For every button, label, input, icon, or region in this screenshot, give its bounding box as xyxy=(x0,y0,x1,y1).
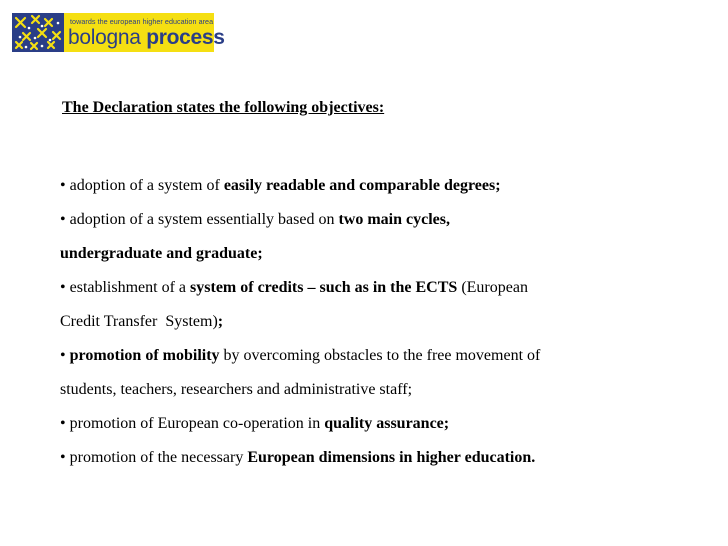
objective-item xyxy=(60,441,680,475)
objective-emphasis: European dimensions in higher education. xyxy=(247,449,536,466)
objective-item xyxy=(60,339,680,407)
logo-name-part1: bologna xyxy=(68,26,147,49)
objective-item xyxy=(60,203,680,271)
objective-text: adoption of a system of xyxy=(69,177,224,194)
objectives-list xyxy=(60,169,680,475)
objective-emphasis: easily readable and comparable degrees; xyxy=(223,177,501,194)
objective-text: promotion of European co-operation in xyxy=(69,415,325,432)
logo-name xyxy=(68,26,225,50)
objective-text: establishment of a xyxy=(69,279,191,296)
bullet: • xyxy=(60,449,70,466)
logo-name-part2: process xyxy=(146,26,225,49)
objective-text: (European xyxy=(457,279,528,296)
objective-emphasis: ; xyxy=(217,313,224,330)
objective-emphasis: system of credits – such as in the ECTS xyxy=(190,279,458,296)
objective-item xyxy=(60,271,680,339)
logo-tagline: towards the european higher education area xyxy=(70,17,214,26)
objective-text: by overcoming obstacles to the free movement of xyxy=(219,347,541,364)
bullet: • xyxy=(60,415,70,432)
bullet: • xyxy=(60,347,70,364)
objective-item xyxy=(60,407,680,441)
objective-text: promotion of the necessary xyxy=(69,449,248,466)
objective-emphasis: quality assurance; xyxy=(324,415,450,432)
objective-emphasis: two main cycles, xyxy=(338,211,450,228)
objective-item xyxy=(60,169,680,203)
bologna-logo-mark-icon xyxy=(12,13,64,52)
objective-emphasis: promotion of mobility xyxy=(69,347,220,364)
objective-text: adoption of a system essentially based on xyxy=(69,211,339,228)
bologna-process-logo xyxy=(12,13,225,52)
bullet: • xyxy=(60,211,70,228)
objective-emphasis: undergraduate and graduate; xyxy=(60,245,263,262)
bullet: • xyxy=(60,279,70,296)
bullet: • xyxy=(60,177,70,194)
objective-text: Credit Transfer System) xyxy=(60,313,218,330)
page-heading: The Declaration states the following objectives: xyxy=(62,99,385,116)
objective-text: students, teachers, researchers and administrative staff; xyxy=(60,381,413,398)
